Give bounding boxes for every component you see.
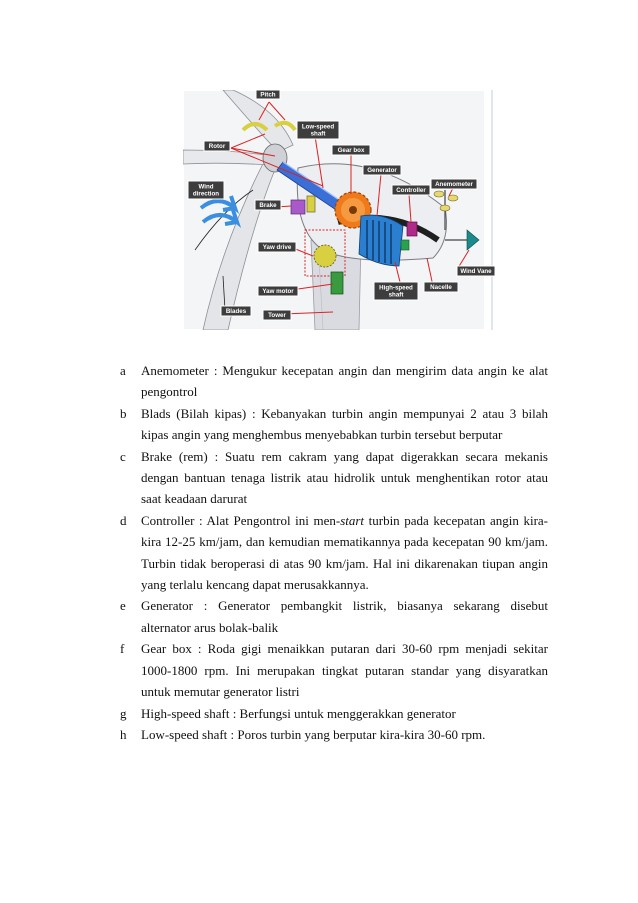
svg-text:Generator: Generator [367,167,397,175]
label-low-speed-shaft [297,121,339,139]
label-wind-vane [457,266,495,276]
list-item-text: High-speed shaft : Berfungsi untuk menggerakkan generator [141,705,456,721]
list-item-text: Low-speed shaft : Poros turbin yang berputar kira-kira 30-60 rpm. [141,726,486,742]
label-brake [255,200,281,210]
list-item-letter: g [120,705,127,721]
italic-term: start [340,512,365,528]
list-item [120,638,548,702]
wind-turbine-diagram [183,90,495,330]
svg-text:Low-speed: Low-speed [301,123,335,131]
svg-text:Gear box: Gear box [337,147,365,155]
svg-text:Controller: Controller [396,187,426,195]
svg-text:Wind: Wind [198,183,214,191]
list-item-letter: d [120,512,127,528]
label-tower [263,310,291,320]
list-item [120,510,548,596]
list-item [120,446,548,510]
label-yaw-motor [258,286,298,296]
label-nacelle [424,282,458,292]
wind-turbine-illustration [183,90,495,330]
list-item-letter: b [120,405,127,421]
label-pitch [256,90,280,99]
label-blades [221,306,251,316]
svg-text:Wind Vane: Wind Vane [460,268,492,276]
svg-text:Nacelle: Nacelle [430,284,452,292]
svg-text:shaft: shaft [388,291,404,299]
svg-text:Yaw drive: Yaw drive [262,244,292,252]
svg-text:High-speed: High-speed [379,284,413,292]
list-item-letter: h [120,726,127,742]
list-item-text: Blads (Bilah kipas) : Kebanyakan turbin angin mempunyai 2 atau 3 bilah kipas angin yang menghembus menyebabkan turbin tersebut berputar [141,405,548,443]
list-item-text: Generator : Generator pembangkit listrik, biasanya sekarang disebut alternator arus bolak-balik [141,598,548,635]
svg-text:Pitch: Pitch [260,91,276,99]
svg-text:Brake: Brake [259,202,277,210]
list-item-text: Anemometer : Mengukur kecepatan angin dan mengirim data angin ke alat pengontrol [141,363,548,400]
list-item-letter: a [120,363,126,378]
list-item-letter: f [120,641,125,657]
label-gear-box [332,145,370,155]
label-wind-direction [188,181,224,199]
label-controller [392,185,430,195]
list-item-letter: c [120,448,126,464]
svg-text:Rotor: Rotor [208,143,226,151]
svg-text:Blades: Blades [225,308,247,316]
component-definition-list [120,360,548,745]
svg-text:Anemometer: Anemometer [435,181,473,189]
list-item [120,724,548,745]
label-rotor [204,141,230,151]
list-item [120,403,548,446]
list-item-text: Brake (rem) : Suatu rem cakram yang dapat digerakkan secara mekanis dengan bantuan tenaga listrik atau hidrolik untuk menghentikan rotor atau saat keadaan darurat [141,448,548,507]
list-item [120,595,548,638]
yaw-motor-shape [331,272,343,294]
svg-text:Tower: Tower [268,312,286,320]
list-item-text: Controller : Alat Pengontrol ini men-start turbin pada kecepatan angin kira-kira 12-25 km/jam, dan kemudian mematikannya pada kecepatan 90 km/jam. Turbin tidak beroperasi di atas 90 km/jam. Hal ini dikarenakan tiupan angin yang terlalu kencang dapat merusakkannya. [141,512,548,593]
list-item-text: Gear box : Roda gigi menaikkan putaran dari 30-60 rpm menjadi sekitar 1000-1800 rpm. Ini merupakan tingkat putaran standar yang disyaratkan untuk memutar generator listri [141,641,548,700]
list-item-letter: e [120,598,126,614]
svg-text:Yaw motor: Yaw motor [262,288,294,296]
svg-text:shaft: shaft [310,130,326,138]
list-item [120,360,548,403]
label-yaw-drive [258,242,296,252]
controller-shape [407,222,417,236]
label-generator [363,165,401,175]
label-high-speed-shaft [374,282,418,300]
svg-text:direction: direction [192,190,220,198]
label-anemometer [431,179,477,189]
list-item [120,703,548,724]
